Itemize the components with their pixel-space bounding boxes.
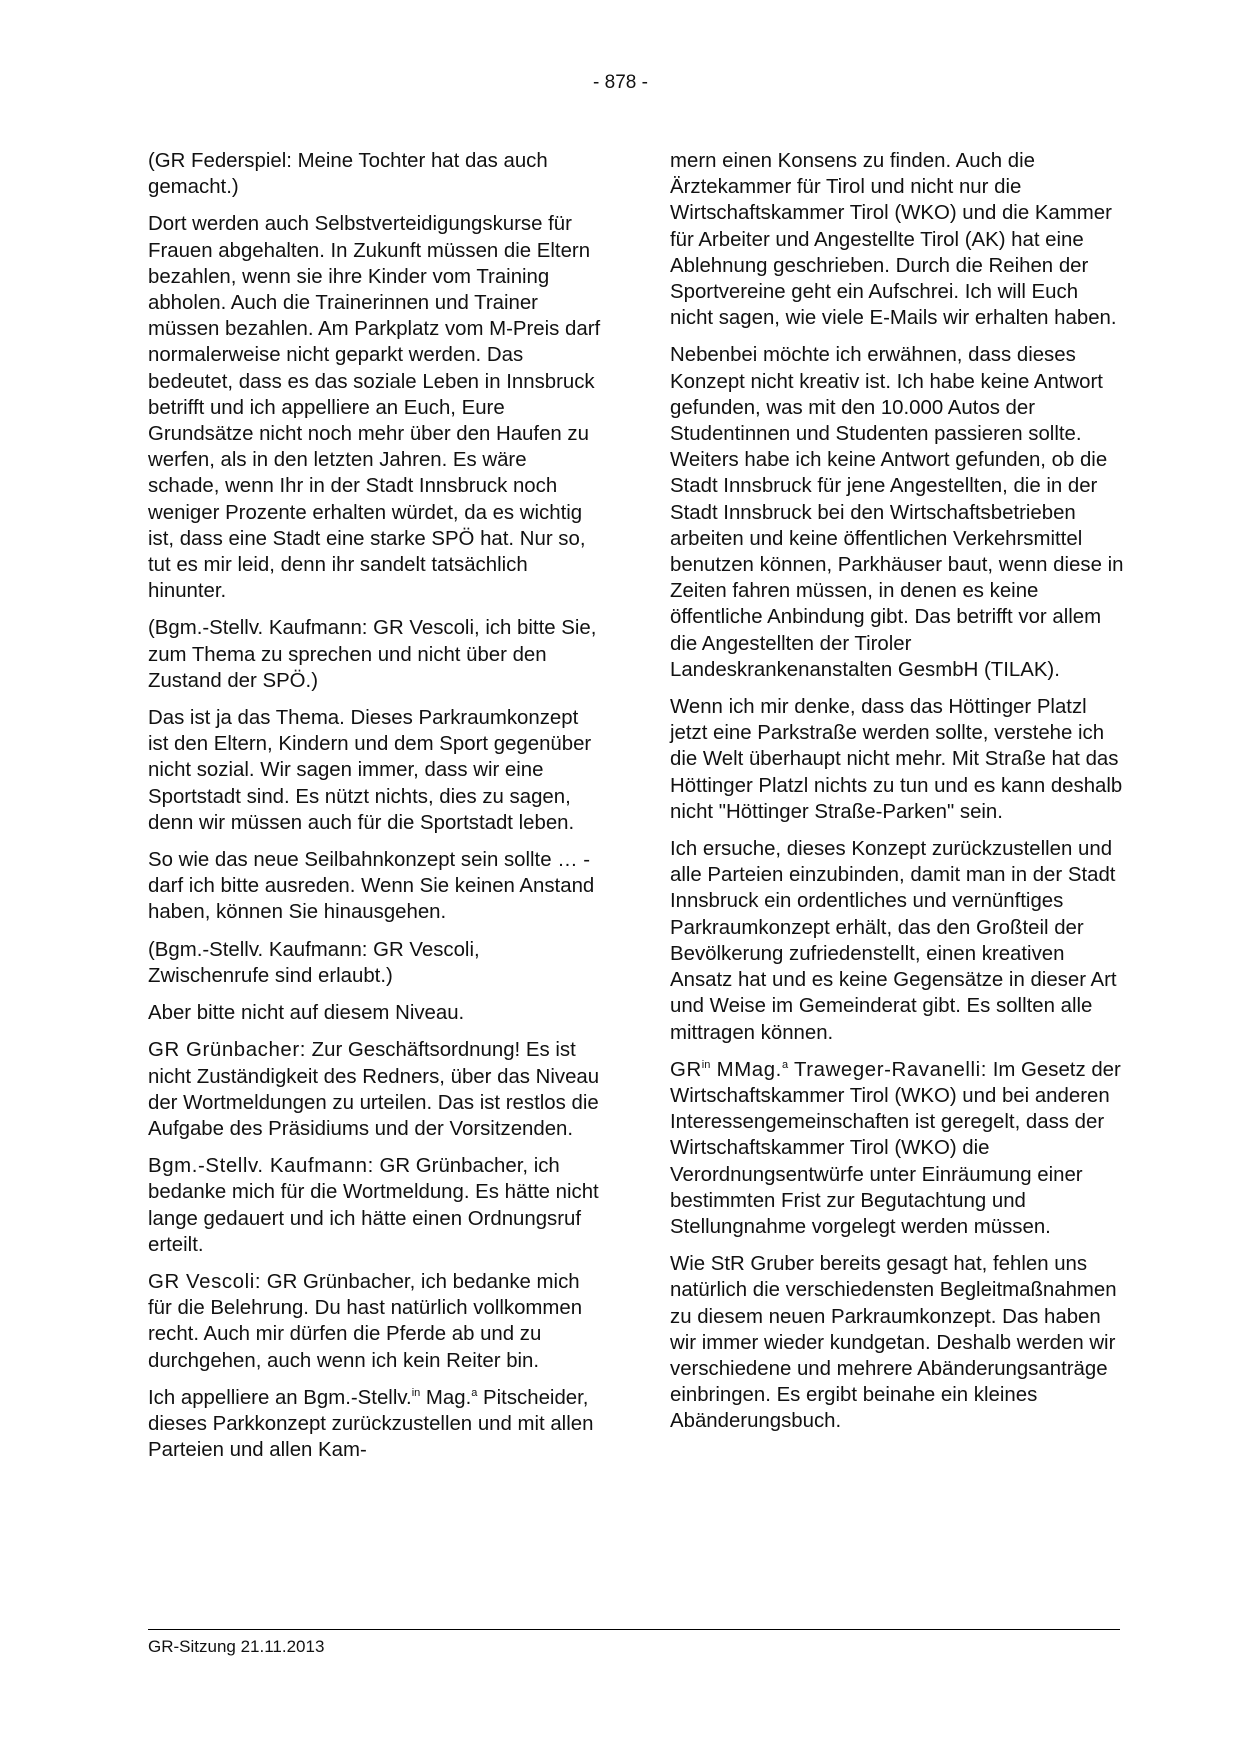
- superscript: a: [781, 1058, 789, 1071]
- statement-text: GR Grünbacher, ich bedanke mich für die Belehrung. Du hast natürlich vollkommen recht. Auch mir dürfen die Pferde ab und zu durchgehen, auch wenn ich kein Reiter bin.: [148, 1270, 583, 1372]
- speaker-name: GR Vescoli:: [148, 1270, 262, 1293]
- paragraph-interjection-kaufmann: (Bgm.-Stellv. Kaufmann: GR Vescoli, Zwischenrufe sind erlaubt.): [148, 938, 480, 987]
- paragraph-statement-gruenbacher: [148, 1037, 603, 1142]
- text-run: Pitscheider, dieses Parkkonzept zurückzustellen und mit allen Parteien und allen Kam-: [148, 1386, 594, 1462]
- footer-session-date: GR-Sitzung 21.11.2013: [148, 1637, 325, 1656]
- paragraph-speech: Dort werden auch Selbstverteidigungskurse für Frauen abgehalten. In Zukunft müssen die Eltern bezahlen, wenn sie ihre Kinder vom Training abholen. Auch die Trainerinnen und Trainer müssen bezahlen. Am Parkplatz vom M-Preis darf normalerweise nicht geparkt werden. Das bedeutet, dass es das soziale Leben in Innsbruck betrifft und ich appelliere an Euch, Eure Grundsätze nicht noch mehr über den Haufen zu werfen, als in den letzten Jahren. Es wäre schade, wenn Ihr in der Stadt Innsbruck noch weniger Prozente erhalten würdet, da es wichtig ist, dass eine Stadt eine starke SPÖ hat. Nur so, tut es mir leid, denn ihr sandelt tatsächlich hinunter.: [148, 213, 601, 603]
- left-column: [148, 148, 603, 1474]
- page-number: - 878 -: [593, 72, 648, 93]
- speaker-name: Bgm.-Stellv. Kaufmann:: [148, 1155, 374, 1178]
- superscript: in: [701, 1058, 711, 1071]
- statement-text: Zur Geschäftsordnung! Es ist nicht Zuständigkeit des Redners, über das Niveau der Wortmeldungen zu urteilen. Das ist restlos die Aufgabe des Präsidiums und der Vorsitzenden.: [148, 1039, 600, 1140]
- paragraph-speech: So wie das neue Seilbahnkonzept sein sollte … - darf ich bitte ausreden. Wenn Sie keinen Anstand haben, können Sie hinausgehen.: [148, 849, 595, 924]
- text-run: Ich appelliere an Bgm.-Stellv.: [148, 1386, 412, 1409]
- paragraph-speech: Ich ersuche, dieses Konzept zurückzustellen und alle Parteien einzubinden, damit man in der Stadt Innsbruck ein ordentliches und vernünftiges Parkraumkonzept erhält, das den Großteil der Bevölkerung zufriedenstellt, einen kreativen Ansatz hat und es keine Gegensätze in dieser Art und Weise im Gemeinderat gibt. Es sollten alle mittragen können.: [670, 838, 1117, 1044]
- paragraph-speech: Nebenbei möchte ich erwähnen, dass dieses Konzept nicht kreativ ist. Ich habe keine Antwort gefunden, was mit den 10.000 Autos der Studentinnen und Studenten passieren sollte. Weiters habe ich keine Antwort gefunden, ob die Stadt Innsbruck für jene Angestellten, die in der Stadt Innsbruck bei den Wirtschaftsbetrieben arbeiten und keine öffentlichen Verkehrsmittel benutzen können, Parkhäuser baut, wenn diese in Zeiten fahren müssen, in denen es keine öffentliche Anbindung gibt. Das betrifft vor allem die Angestellten der Tiroler Landeskrankenanstalten GesmbH (TILAK).: [670, 344, 1124, 681]
- speaker-title: MMag.: [710, 1058, 782, 1081]
- paragraph-speech: [148, 1385, 603, 1464]
- paragraph-speech: Aber bitte nicht auf diesem Niveau.: [148, 1002, 465, 1025]
- speaker-name: GR Grünbacher:: [148, 1039, 306, 1062]
- paragraph-statement-traweger-ravanelli: [670, 1057, 1125, 1240]
- speaker-title: GR: [670, 1058, 702, 1081]
- right-column: [670, 148, 1125, 1446]
- paragraph-interjection-kaufmann: (Bgm.-Stellv. Kaufmann: GR Vescoli, ich bitte Sie, zum Thema zu sprechen und nicht über den Zustand der SPÖ.): [148, 617, 597, 692]
- paragraph-statement-vescoli: [148, 1269, 603, 1374]
- paragraph-speech: Wenn ich mir denke, dass das Höttinger Platzl jetzt eine Parkstraße werden sollte, verstehe ich die Welt überhaupt nicht mehr. Mit Straße hat das Höttinger Platzl nichts zu tun und es kann deshalb nicht "Höttinger Straße-Parken" sein.: [670, 696, 1123, 823]
- paragraph-speech: Wie StR Gruber bereits gesagt hat, fehlen uns natürlich die verschiedensten Begleitmaßnahmen zu diesem neuen Parkraumkonzept. Das haben wir immer wieder kundgetan. Deshalb werden wir verschiedene und mehrere Abänderungsanträge einbringen. Es ergibt beinahe ein kleines Abänderungsbuch.: [670, 1253, 1117, 1433]
- superscript: a: [471, 1386, 478, 1399]
- superscript: in: [411, 1386, 421, 1399]
- paragraph-speech: mern einen Konsens zu finden. Auch die Ärztekammer für Tirol und nicht nur die Wirtschaftskammer Tirol (WKO) und die Kammer für Arbeiter und Angestellte Tirol (AK) hat eine Ablehnung geschrieben. Durch die Reihen der Sportvereine geht ein Aufschrei. Ich will Euch nicht sagen, wie viele E-Mails wir erhalten haben.: [670, 150, 1117, 330]
- paragraph-interjection-federspiel: (GR Federspiel: Meine Tochter hat das auch gemacht.): [148, 150, 548, 199]
- text-run: Mag.: [420, 1386, 472, 1409]
- speaker-name: Traweger-Ravanelli:: [788, 1058, 988, 1081]
- paragraph-statement-kaufmann: [148, 1153, 603, 1258]
- statement-text: Im Gesetz der Wirtschaftskammer Tirol (WKO) und bei anderen Interessengemeinschaften ist geregelt, dass der Wirtschaftskammer Tirol (WKO) die Verordnungsentwürfe unter Einräumung einer bestimmten Frist zur Begutachtung und Stellungnahme vorgelegt werden müssen.: [670, 1058, 1121, 1238]
- statement-text: GR Grünbacher, ich bedanke mich für die Wortmeldung. Es hätte nicht lange gedauert und ich hätte einen Ordnungsruf erteilt.: [148, 1155, 599, 1256]
- footer-divider: [148, 1629, 1120, 1630]
- paragraph-speech: Das ist ja das Thema. Dieses Parkraumkonzept ist den Eltern, Kindern und dem Sport gegenüber nicht sozial. Wir sagen immer, dass wir eine Sportstadt sind. Es nützt nichts, dies zu sagen, denn wir müssen auch für die Sportstadt leben.: [148, 707, 592, 834]
